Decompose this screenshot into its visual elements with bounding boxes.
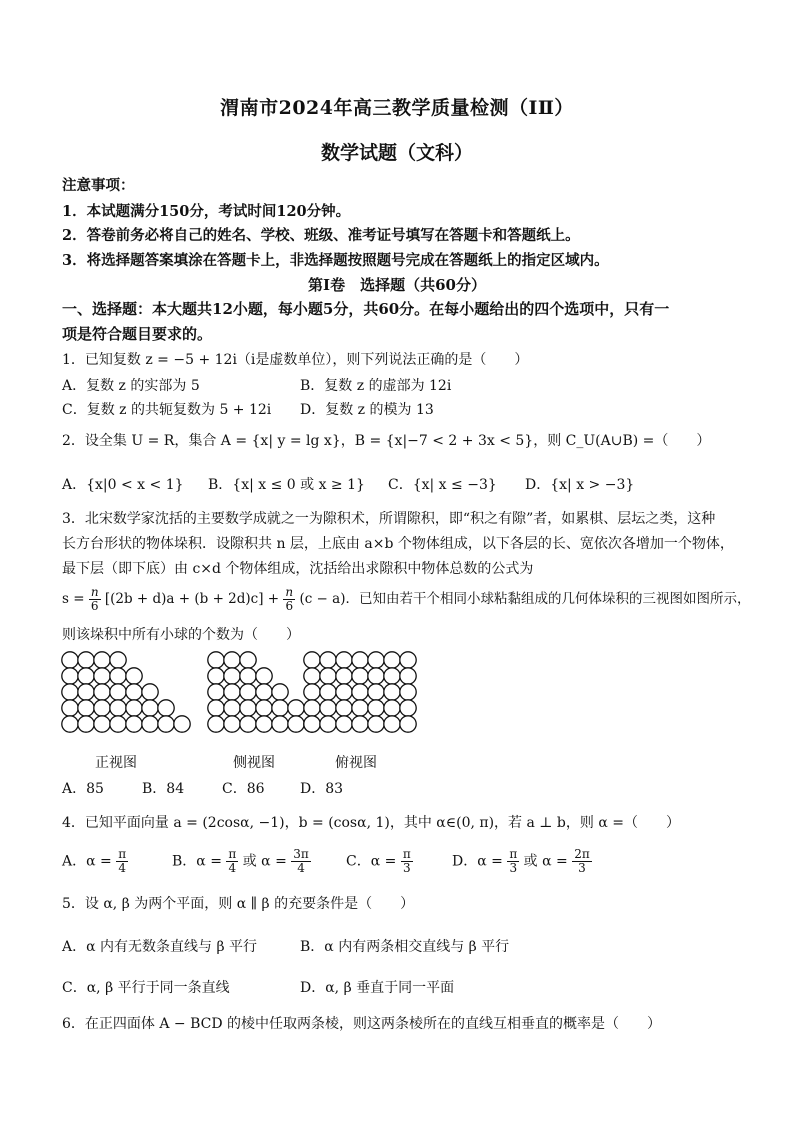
front-view-ball — [78, 652, 94, 668]
top-view-ball — [368, 652, 384, 668]
top-view-ball — [336, 652, 352, 668]
top-view-ball — [400, 652, 416, 668]
front-view-ball — [62, 716, 78, 732]
front-view-ball — [126, 684, 142, 700]
side-view-ball — [240, 668, 256, 684]
q6-stem: 6．在正四面体 A − BCD 的棱中任取两条棱，则这两条棱所在的直线互相垂直的概率是（ ） — [62, 1016, 662, 1032]
side-view-ball — [224, 668, 240, 684]
caption-top-view: 俯视图 — [335, 755, 377, 771]
top-view — [304, 652, 416, 732]
side-view-ball — [272, 716, 288, 732]
q3-line-5: 则该垛积中所有小球的个数为（ ） — [62, 627, 300, 643]
side-view-ball — [240, 700, 256, 716]
q1-option-b: B．复数 z 的虚部为 12i — [300, 378, 452, 394]
top-view-ball — [352, 684, 368, 700]
part1-instruction-2: 项是符合题目要求的。 — [62, 325, 213, 343]
top-view-ball — [336, 668, 352, 684]
top-view-ball — [304, 668, 320, 684]
top-view-ball — [352, 700, 368, 716]
side-view-ball — [288, 700, 304, 716]
q3-option-a: A．85 — [62, 781, 104, 797]
front-view-ball — [158, 716, 174, 732]
top-view-ball — [320, 668, 336, 684]
front-view-ball — [94, 684, 110, 700]
top-view-ball — [320, 652, 336, 668]
formula-mid: [(2b + d)a + (b + 2d)c] + — [104, 591, 280, 607]
front-view-ball — [62, 700, 78, 716]
top-view-ball — [304, 684, 320, 700]
side-view-ball — [224, 700, 240, 716]
top-view-ball — [352, 652, 368, 668]
front-view-ball — [126, 716, 142, 732]
notice-heading: 注意事项： — [62, 177, 135, 194]
part1-instruction-1: 一、选择题：本大题共12小题，每小题5分，共60分。在每小题给出的四个选项中，只有一 — [62, 300, 670, 318]
side-view-ball — [240, 684, 256, 700]
side-view-ball — [256, 716, 272, 732]
side-view-ball — [208, 668, 224, 684]
q2-option-d: D．{x| x > −3} — [525, 477, 635, 493]
notice-item-2: 2．答卷前务必将自己的姓名、学校、班级、准考证号填写在答题卡和答题纸上。 — [62, 227, 580, 244]
q3-line-1: 3．北宋数学家沈括的主要数学成就之一为隙积术，所谓隙积，即“积之有隙”者，如累棋、层坛之类，这种 — [62, 511, 716, 527]
top-view-ball — [384, 684, 400, 700]
front-view-ball — [62, 652, 78, 668]
top-view-ball — [368, 684, 384, 700]
exam-title: 渭南市2024年高三教学质量检测（IⅡ） — [220, 97, 574, 119]
front-view-ball — [174, 716, 190, 732]
formula-fraction-1: $\frac{n}{6}$ — [90, 585, 99, 613]
q1-option-a: A．复数 z 的实部为 5 — [62, 378, 200, 394]
front-view-ball — [94, 716, 110, 732]
front-view-ball — [78, 668, 94, 684]
front-view-ball — [110, 716, 126, 732]
q3-formula-line — [62, 586, 750, 613]
front-view-ball — [110, 652, 126, 668]
q2-stem: 2．设全集 U = R，集合 A = {x| y = lg x}，B = {x|−7 < 2 + 3x < 5}，则 C_U(A∪B) =（ ） — [62, 433, 711, 449]
top-view-ball — [368, 668, 384, 684]
side-view-ball — [224, 716, 240, 732]
top-view-ball — [368, 700, 384, 716]
q4-stem: 4．已知平面向量 a = (2cosα, −1)，b = (cosα, 1)，其中 α∈(0, π)，若 a ⊥ b，则 α =（ ） — [62, 815, 680, 831]
front-view-ball — [158, 700, 174, 716]
q3-line-2: 长方台形状的物体垛积．设隙积共 n 层，上底由 a×b 个物体组成，以下各层的长、宽依次各增加一个物体， — [62, 536, 734, 552]
q4-option-d: D．α = $\frac{\pi}{3}$ 或 α = $\frac{2\pi}{3}$ — [452, 847, 590, 875]
exam-subtitle: 数学试题（文科） — [320, 142, 473, 164]
q2-option-c: C．{x| x ≤ −3} — [388, 477, 497, 493]
side-view-ball — [224, 684, 240, 700]
top-view-ball — [384, 700, 400, 716]
top-view-ball — [352, 716, 368, 732]
q4-option-c: C．α = $\frac{\pi}{3}$ — [346, 847, 411, 875]
side-view-ball — [208, 684, 224, 700]
front-view-ball — [94, 668, 110, 684]
top-view-ball — [384, 668, 400, 684]
part1-heading: 第Ⅰ卷 选择题（共60分） — [308, 276, 486, 294]
q1-option-d: D．复数 z 的模为 13 — [300, 402, 434, 418]
front-view-ball — [126, 668, 142, 684]
top-view-ball — [304, 652, 320, 668]
front-view-ball — [142, 700, 158, 716]
side-view-ball — [240, 652, 256, 668]
side-view-ball — [288, 716, 304, 732]
side-view-ball — [256, 700, 272, 716]
formula-rhs: (c − a) — [299, 591, 346, 607]
q3-line-3: 最下层（即下底）由 c×d 个物体组成，沈括给出求隙积中物体总数的公式为 — [62, 561, 534, 577]
formula-fraction-2: $\frac{n}{6}$ — [285, 585, 294, 613]
top-view-ball — [400, 668, 416, 684]
side-view-ball — [208, 716, 224, 732]
front-view-ball — [110, 684, 126, 700]
top-view-ball — [368, 716, 384, 732]
formula-lhs: s = — [62, 591, 85, 607]
notice-item-1: 1．本试题满分150分，考试时间120分钟。 — [62, 203, 351, 220]
top-view-ball — [336, 700, 352, 716]
side-view-ball — [256, 684, 272, 700]
q2-option-b: B．{x| x ≤ 0 或 x ≥ 1} — [208, 477, 365, 493]
top-view-ball — [304, 700, 320, 716]
front-view-ball — [110, 668, 126, 684]
q5-option-d: D．α, β 垂直于同一平面 — [300, 980, 455, 996]
caption-front-view: 正视图 — [95, 755, 137, 771]
top-view-ball — [400, 700, 416, 716]
top-view-ball — [304, 716, 320, 732]
front-view-ball — [62, 668, 78, 684]
q5-option-b: B．α 内有两条相交直线与 β 平行 — [300, 939, 510, 955]
q5-option-c: C．α, β 平行于同一条直线 — [62, 980, 230, 996]
front-view-ball — [126, 700, 142, 716]
q5-option-a: A．α 内有无数条直线与 β 平行 — [62, 939, 258, 955]
q3-option-c: C．86 — [222, 781, 265, 797]
front-view-ball — [142, 684, 158, 700]
front-view-ball — [78, 684, 94, 700]
top-view-ball — [320, 716, 336, 732]
front-view-ball — [94, 700, 110, 716]
top-view-ball — [336, 716, 352, 732]
front-view-ball — [94, 652, 110, 668]
top-view-ball — [336, 684, 352, 700]
q2-option-a: A．{x|0 < x < 1} — [62, 477, 184, 493]
front-view-ball — [62, 684, 78, 700]
three-views-figure — [60, 650, 420, 746]
caption-side-view: 侧视图 — [233, 755, 275, 771]
front-view-ball — [78, 700, 94, 716]
q5-stem: 5．设 α, β 为两个平面，则 α ∥ β 的充要条件是（ ） — [62, 896, 415, 912]
q1-stem: 1．已知复数 z = −5 + 12i（i是虚数单位），则下列说法正确的是（ ） — [62, 352, 529, 368]
side-view-ball — [224, 652, 240, 668]
side-view-ball — [208, 700, 224, 716]
front-view-ball — [142, 716, 158, 732]
q3-option-d: D．83 — [300, 781, 344, 797]
top-view-ball — [320, 684, 336, 700]
side-view-ball — [256, 668, 272, 684]
front-view — [62, 652, 190, 732]
q1-option-c: C．复数 z 的共轭复数为 5 + 12i — [62, 402, 272, 418]
side-view-ball — [208, 652, 224, 668]
top-view-ball — [400, 716, 416, 732]
top-view-ball — [320, 700, 336, 716]
top-view-ball — [400, 684, 416, 700]
formula-tail: ．已知由若干个相同小球粘黏组成的几何体垛积的三视图如图所示， — [345, 591, 751, 607]
front-view-ball — [110, 700, 126, 716]
top-view-ball — [352, 668, 368, 684]
side-view-ball — [272, 700, 288, 716]
top-view-ball — [384, 716, 400, 732]
q3-option-b: B．84 — [142, 781, 185, 797]
front-view-ball — [78, 716, 94, 732]
q4-option-a: A．α = $\frac{\pi}{4}$ — [62, 847, 127, 875]
side-view-ball — [272, 684, 288, 700]
side-view-ball — [240, 716, 256, 732]
q4-option-b: B．α = $\frac{\pi}{4}$ 或 α = $\frac{3\pi}{4}$ — [172, 847, 309, 875]
top-view-ball — [384, 652, 400, 668]
notice-item-3: 3．将选择题答案填涂在答题卡上，非选择题按照题号完成在答题纸上的指定区域内。 — [62, 252, 609, 269]
